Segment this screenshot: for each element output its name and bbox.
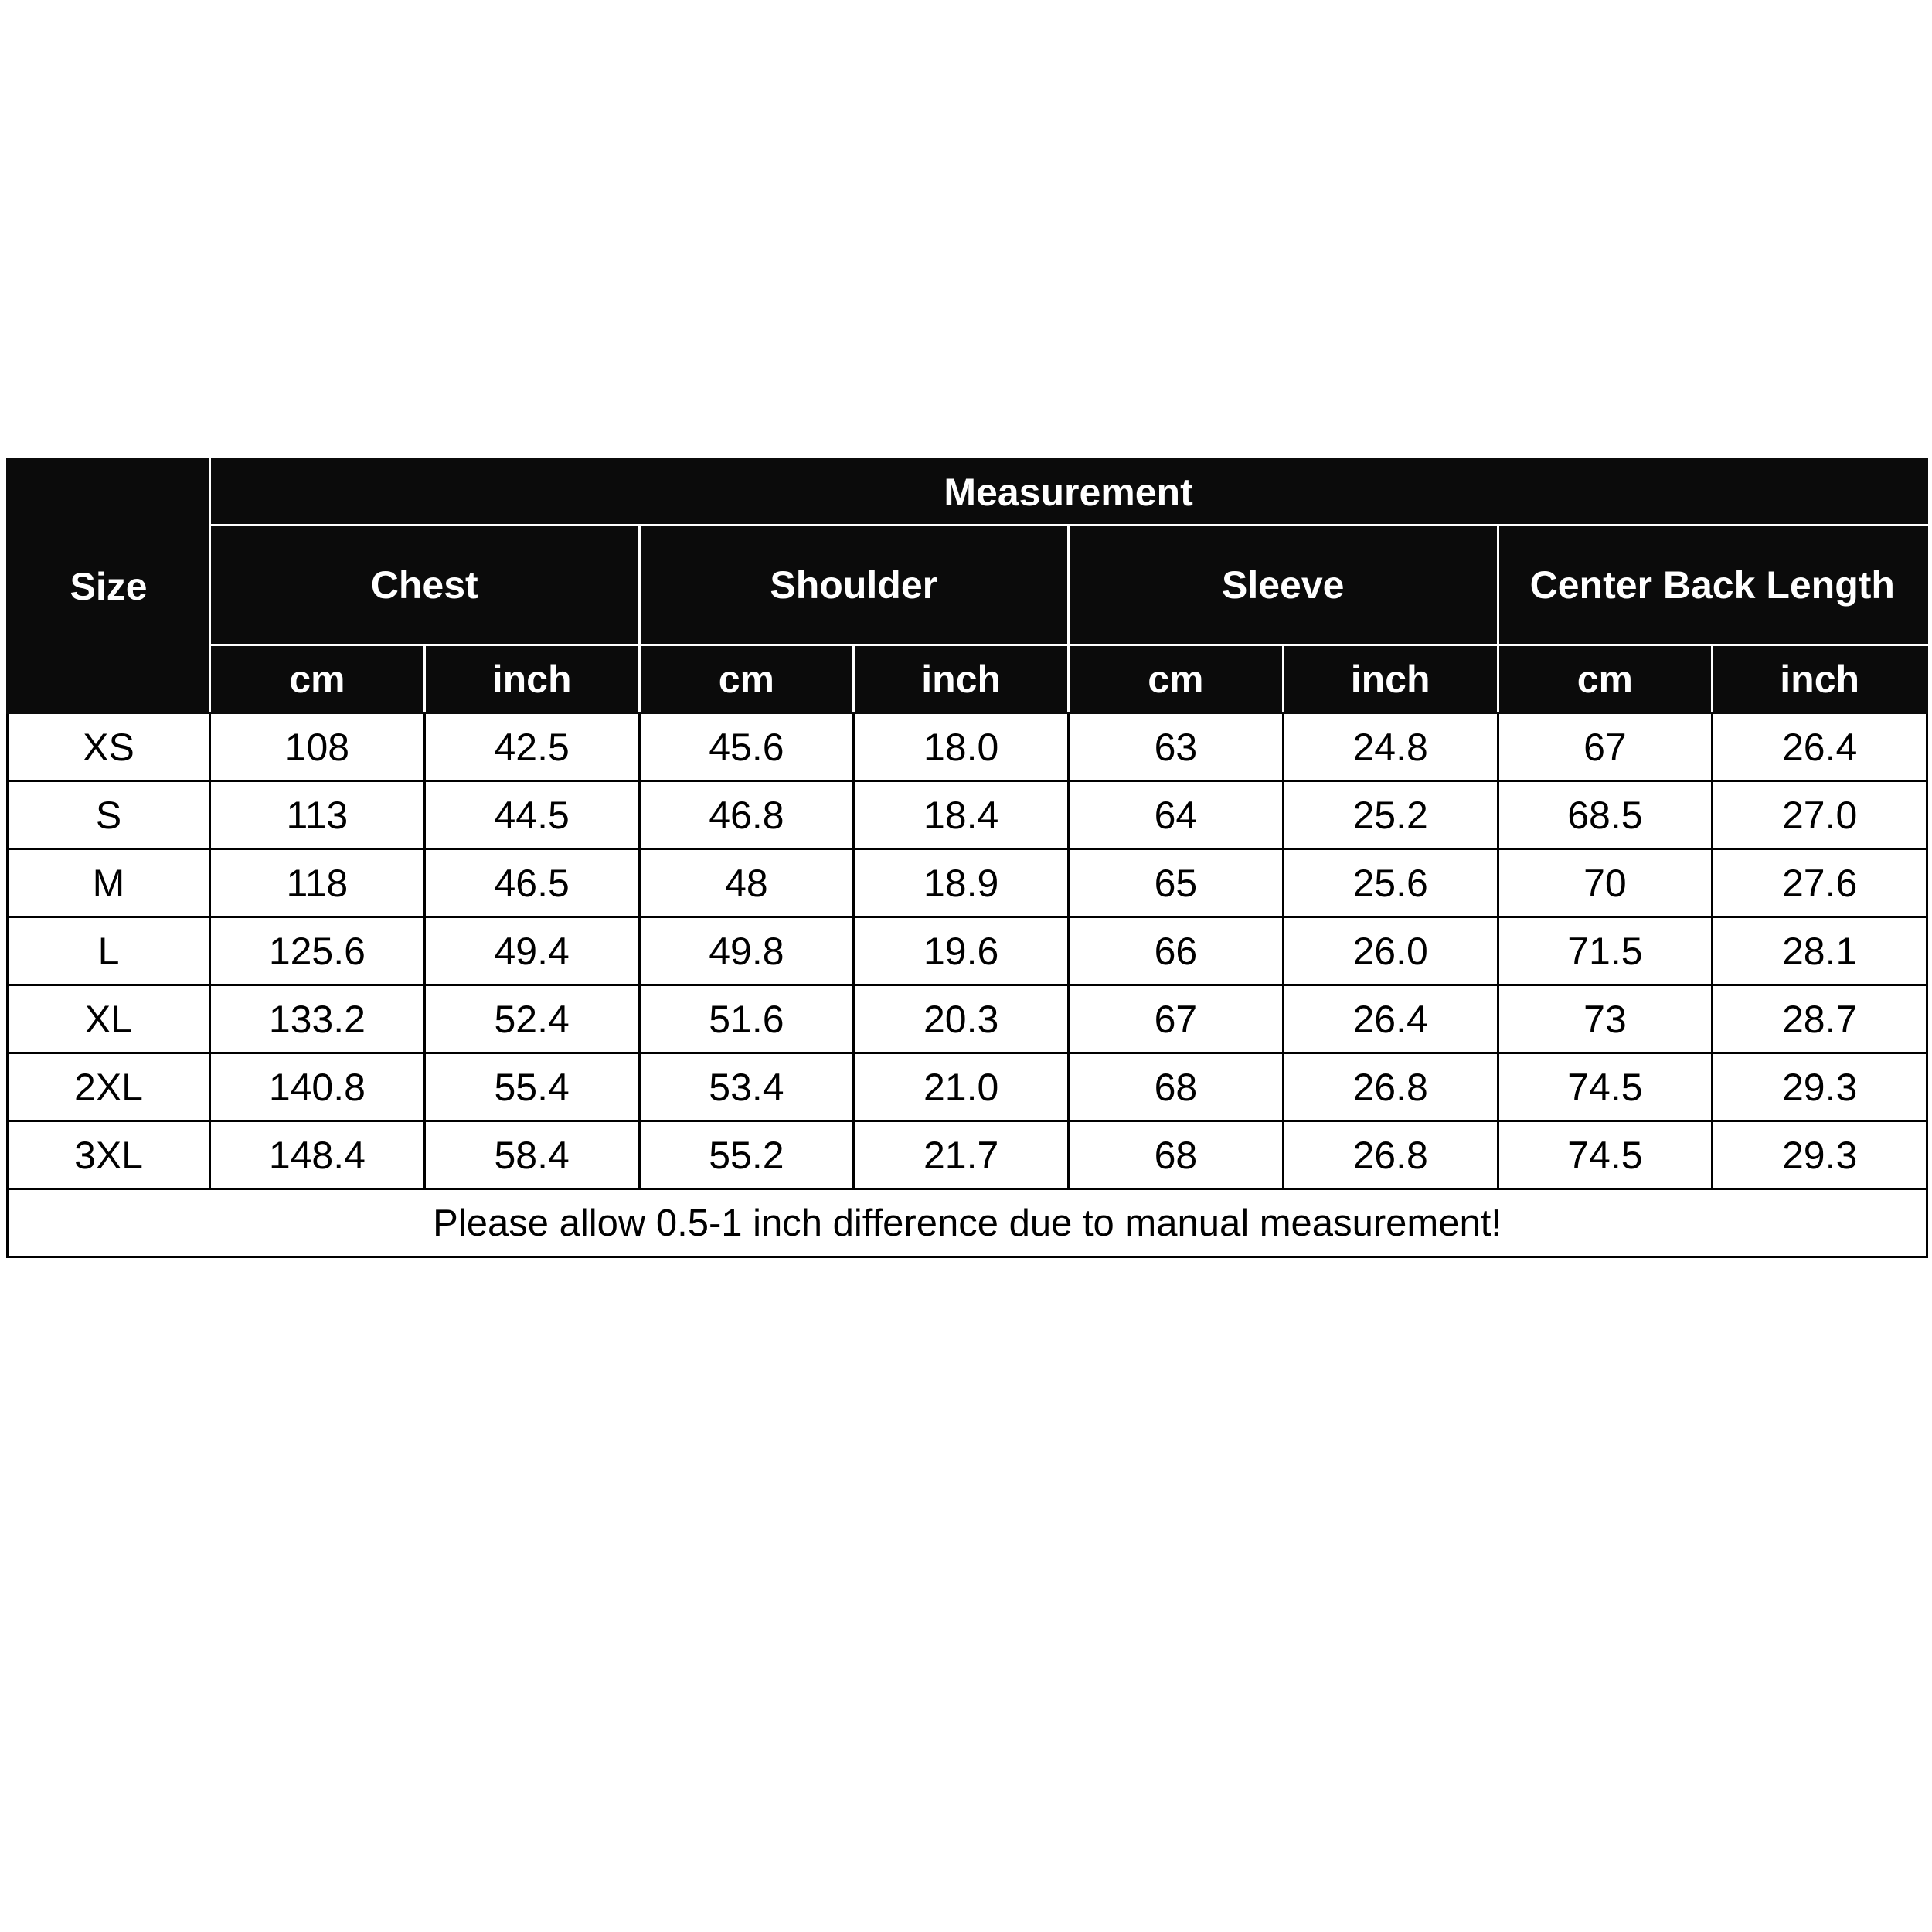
group-header-shoulder: Shoulder	[639, 526, 1069, 645]
table-cell: 67	[1069, 985, 1284, 1053]
table-cell: 29.3	[1713, 1121, 1927, 1189]
table-row	[8, 1053, 1927, 1121]
unit-header-row	[8, 645, 1927, 713]
table-cell: 21.0	[854, 1053, 1069, 1121]
table-cell: 28.1	[1713, 917, 1927, 985]
size-cell: XS	[8, 713, 210, 781]
table-cell: 70	[1498, 849, 1713, 917]
table-cell: 73	[1498, 985, 1713, 1053]
table-cell: 29.3	[1713, 1053, 1927, 1121]
table-cell: 26.8	[1283, 1121, 1498, 1189]
size-column-header: Size	[8, 460, 210, 713]
table-cell: 108	[210, 713, 425, 781]
measurement-group-row	[8, 526, 1927, 645]
group-header-sleeve: Sleeve	[1069, 526, 1498, 645]
table-cell: 20.3	[854, 985, 1069, 1053]
table-row	[8, 1121, 1927, 1189]
table-cell: 71.5	[1498, 917, 1713, 985]
table-cell: 125.6	[210, 917, 425, 985]
table-cell: 24.8	[1283, 713, 1498, 781]
table-cell: 53.4	[639, 1053, 854, 1121]
unit-header-inch: inch	[1713, 645, 1927, 713]
unit-header-cm: cm	[1498, 645, 1713, 713]
measurement-note: Please allow 0.5-1 inch difference due to manual measurement!	[8, 1189, 1927, 1257]
size-cell: XL	[8, 985, 210, 1053]
table-cell: 21.7	[854, 1121, 1069, 1189]
table-cell: 68.5	[1498, 781, 1713, 849]
table-cell: 51.6	[639, 985, 854, 1053]
table-row	[8, 985, 1927, 1053]
size-cell: 3XL	[8, 1121, 210, 1189]
table-cell: 42.5	[424, 713, 639, 781]
table-cell: 66	[1069, 917, 1284, 985]
table-cell: 58.4	[424, 1121, 639, 1189]
table-cell: 18.0	[854, 713, 1069, 781]
table-cell: 19.6	[854, 917, 1069, 985]
table-cell: 49.4	[424, 917, 639, 985]
table-cell: 113	[210, 781, 425, 849]
table-cell: 44.5	[424, 781, 639, 849]
table-cell: 74.5	[1498, 1121, 1713, 1189]
table-cell: 118	[210, 849, 425, 917]
size-chart-table	[6, 458, 1928, 1258]
table-cell: 18.4	[854, 781, 1069, 849]
table-cell: 64	[1069, 781, 1284, 849]
table-cell: 74.5	[1498, 1053, 1713, 1121]
table-row	[8, 917, 1927, 985]
note-row	[8, 1189, 1927, 1257]
table-cell: 48	[639, 849, 854, 917]
unit-header-cm: cm	[639, 645, 854, 713]
table-cell: 140.8	[210, 1053, 425, 1121]
table-row	[8, 849, 1927, 917]
table-cell: 68	[1069, 1053, 1284, 1121]
measurement-header: Measurement	[210, 460, 1927, 526]
size-cell: S	[8, 781, 210, 849]
unit-header-inch: inch	[854, 645, 1069, 713]
table-cell: 27.6	[1713, 849, 1927, 917]
table-row	[8, 781, 1927, 849]
table-cell: 49.8	[639, 917, 854, 985]
table-cell: 46.5	[424, 849, 639, 917]
table-cell: 25.6	[1283, 849, 1498, 917]
table-cell: 25.2	[1283, 781, 1498, 849]
table-cell: 45.6	[639, 713, 854, 781]
group-header-chest: Chest	[210, 526, 640, 645]
unit-header-inch: inch	[424, 645, 639, 713]
table-cell: 55.4	[424, 1053, 639, 1121]
unit-header-inch: inch	[1283, 645, 1498, 713]
table-cell: 52.4	[424, 985, 639, 1053]
table-cell: 26.0	[1283, 917, 1498, 985]
table-cell: 28.7	[1713, 985, 1927, 1053]
table-cell: 65	[1069, 849, 1284, 917]
unit-header-cm: cm	[210, 645, 425, 713]
table-cell: 68	[1069, 1121, 1284, 1189]
measurement-header-row	[8, 460, 1927, 526]
table-cell: 26.4	[1283, 985, 1498, 1053]
table-cell: 133.2	[210, 985, 425, 1053]
table-cell: 26.4	[1713, 713, 1927, 781]
size-cell: L	[8, 917, 210, 985]
table-cell: 63	[1069, 713, 1284, 781]
size-cell: M	[8, 849, 210, 917]
table-cell: 26.8	[1283, 1053, 1498, 1121]
size-cell: 2XL	[8, 1053, 210, 1121]
table-cell: 18.9	[854, 849, 1069, 917]
group-header-center-back-length: Center Back Length	[1498, 526, 1927, 645]
table-cell: 67	[1498, 713, 1713, 781]
table-row	[8, 713, 1927, 781]
table-cell: 27.0	[1713, 781, 1927, 849]
table-cell: 148.4	[210, 1121, 425, 1189]
table-cell: 46.8	[639, 781, 854, 849]
unit-header-cm: cm	[1069, 645, 1284, 713]
table-cell: 55.2	[639, 1121, 854, 1189]
